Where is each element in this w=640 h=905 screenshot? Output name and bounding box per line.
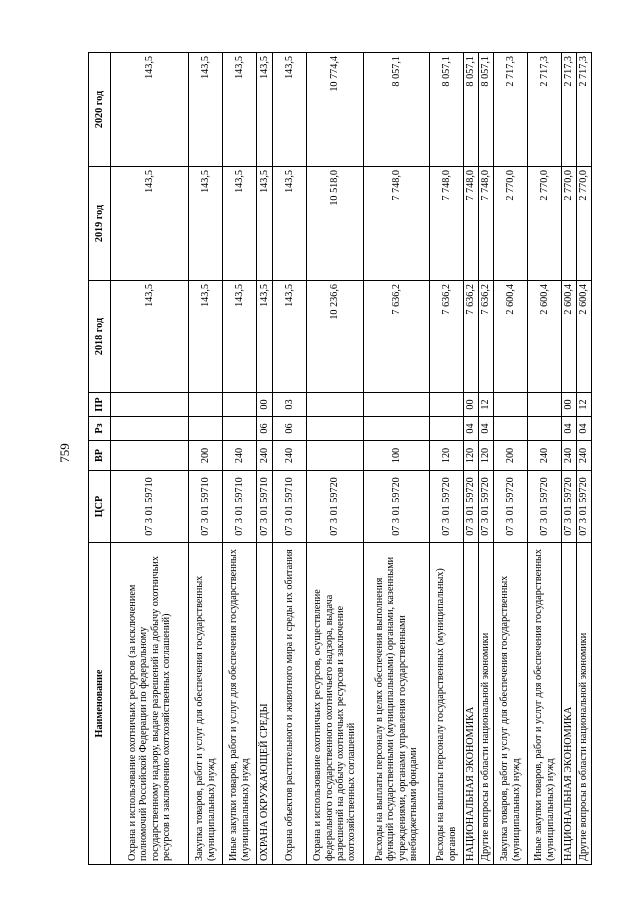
- cell-2018: 2 600,4: [562, 281, 577, 393]
- cell-vr: 240: [223, 441, 257, 471]
- cell-pr: [111, 393, 189, 417]
- cell-2018: 143,5: [111, 281, 189, 393]
- rotated-table-stage: [88, 53, 590, 865]
- cell-pr: 00: [562, 393, 577, 417]
- cell-2020: 143,5: [257, 53, 273, 167]
- table-row: [562, 53, 577, 865]
- header-2019: 2019 год: [89, 167, 111, 281]
- cell-vr: 120: [464, 441, 479, 471]
- cell-pr: [430, 393, 464, 417]
- cell-2020: 2 717,3: [577, 53, 592, 167]
- cell-csr: 07 3 01 59710: [273, 471, 307, 543]
- cell-rz: [111, 417, 189, 441]
- table-row: [479, 53, 494, 865]
- table-row: [430, 53, 464, 865]
- cell-rz: [494, 417, 528, 441]
- table-row: [223, 53, 257, 865]
- cell-2020: 2 717,3: [528, 53, 562, 167]
- table-row: [273, 53, 307, 865]
- cell-2020: 2 717,3: [562, 53, 577, 167]
- budget-table: [88, 52, 592, 865]
- table-row: [257, 53, 273, 865]
- cell-pr: [364, 393, 430, 417]
- cell-2018: 7 636,2: [430, 281, 464, 393]
- cell-name: Охрана и использование охотничьих ресурсов, осуществление федерального государственного охотничьего надзора, выдача разрешений на добычу охотничьих ресурсов и заключение охотхозяйственных соглашений: [307, 543, 364, 865]
- cell-2019: 7 748,0: [430, 167, 464, 281]
- cell-2020: 8 057,1: [364, 53, 430, 167]
- cell-pr: [189, 393, 223, 417]
- cell-2018: 2 600,4: [528, 281, 562, 393]
- cell-vr: 200: [494, 441, 528, 471]
- table-row: [111, 53, 189, 865]
- cell-vr: 200: [189, 441, 223, 471]
- cell-pr: 12: [577, 393, 592, 417]
- cell-name: Охрана объектов растительного и животного мира и среды их обитания: [273, 543, 307, 865]
- cell-name: Другие вопросы в области национальной экономики: [479, 543, 494, 865]
- cell-vr: 240: [562, 441, 577, 471]
- cell-2018: 2 600,4: [577, 281, 592, 393]
- cell-2020: 8 057,1: [479, 53, 494, 167]
- cell-vr: 240: [577, 441, 592, 471]
- cell-csr: 07 3 01 59710: [223, 471, 257, 543]
- header-csr: ЦСР: [89, 471, 111, 543]
- table-header-row: [89, 53, 111, 865]
- cell-name: НАЦИОНАЛЬНАЯ ЭКОНОМИКА: [562, 543, 577, 865]
- cell-2018: 7 636,2: [464, 281, 479, 393]
- cell-2020: 143,5: [273, 53, 307, 167]
- cell-2019: 7 748,0: [464, 167, 479, 281]
- cell-pr: [494, 393, 528, 417]
- cell-2018: 10 236,6: [307, 281, 364, 393]
- cell-2018: 7 636,2: [479, 281, 494, 393]
- cell-2018: 143,5: [223, 281, 257, 393]
- cell-csr: 07 3 01 59720: [307, 471, 364, 543]
- cell-csr: 07 3 01 59720: [528, 471, 562, 543]
- cell-2019: 143,5: [111, 167, 189, 281]
- cell-csr: 07 3 01 59720: [430, 471, 464, 543]
- page-number: 759: [57, 442, 72, 463]
- cell-name: НАЦИОНАЛЬНАЯ ЭКОНОМИКА: [464, 543, 479, 865]
- cell-csr: 07 3 01 59720: [464, 471, 479, 543]
- cell-2020: 10 774,4: [307, 53, 364, 167]
- cell-csr: 07 3 01 59720: [577, 471, 592, 543]
- header-vr: ВР: [89, 441, 111, 471]
- cell-2018: 143,5: [257, 281, 273, 393]
- table-row: [189, 53, 223, 865]
- document-page: [88, 53, 590, 865]
- cell-vr: [111, 441, 189, 471]
- cell-name: Расходы на выплаты персоналу в целях обеспечения выполнения функций государственными (муниципальными) органами, казенными учреждениями, органами управления государственными внебюджетными фондами: [364, 543, 430, 865]
- cell-2020: 143,5: [189, 53, 223, 167]
- cell-2020: 143,5: [111, 53, 189, 167]
- cell-vr: 240: [528, 441, 562, 471]
- table-row: [528, 53, 562, 865]
- cell-pr: 00: [464, 393, 479, 417]
- cell-rz: [223, 417, 257, 441]
- cell-rz: [430, 417, 464, 441]
- cell-name: Другие вопросы в области национальной экономики: [577, 543, 592, 865]
- cell-name: Расходы на выплаты персоналу государственных (муниципальных) органов: [430, 543, 464, 865]
- cell-2019: 2 770,0: [577, 167, 592, 281]
- page-number-area: [50, 0, 80, 905]
- cell-vr: 240: [257, 441, 273, 471]
- cell-csr: 07 3 01 59710: [257, 471, 273, 543]
- cell-2019: 10 518,0: [307, 167, 364, 281]
- cell-pr: 03: [273, 393, 307, 417]
- cell-pr: 00: [257, 393, 273, 417]
- cell-csr: 07 3 01 59710: [111, 471, 189, 543]
- cell-2020: 2 717,3: [494, 53, 528, 167]
- cell-rz: [528, 417, 562, 441]
- cell-name: Закупка товаров, работ и услуг для обеспечения государственных (муниципальных) нужд: [189, 543, 223, 865]
- table-row: [577, 53, 592, 865]
- cell-pr: [223, 393, 257, 417]
- header-2020: 2020 год: [89, 53, 111, 167]
- cell-csr: 07 3 01 59720: [562, 471, 577, 543]
- cell-2019: 2 770,0: [562, 167, 577, 281]
- header-2018: 2018 год: [89, 281, 111, 393]
- cell-name: Иные закупки товаров, работ и услуг для обеспечения государственных (муниципальных) нужд: [223, 543, 257, 865]
- cell-2019: 143,5: [273, 167, 307, 281]
- cell-rz: 04: [464, 417, 479, 441]
- cell-name: Иные закупки товаров, работ и услуг для обеспечения государственных (муниципальных) нужд: [528, 543, 562, 865]
- header-pr: ПР: [89, 393, 111, 417]
- cell-2019: 2 770,0: [494, 167, 528, 281]
- cell-pr: [528, 393, 562, 417]
- cell-rz: 04: [562, 417, 577, 441]
- cell-2019: 143,5: [223, 167, 257, 281]
- cell-rz: 06: [273, 417, 307, 441]
- cell-name: Охрана и использование охотничьих ресурсов (за исключением полномочий Российской Федерации по федеральному государственному надзору, выдаче разрешений на добычу охотничьих ресурсов и заключению охотхозяйственных соглашений): [111, 543, 189, 865]
- cell-csr: 07 3 01 59720: [494, 471, 528, 543]
- cell-2020: 143,5: [223, 53, 257, 167]
- cell-csr: 07 3 01 59720: [479, 471, 494, 543]
- header-name: Наименование: [89, 543, 111, 865]
- cell-rz: 04: [577, 417, 592, 441]
- cell-vr: 240: [273, 441, 307, 471]
- cell-pr: [307, 393, 364, 417]
- cell-2019: 2 770,0: [528, 167, 562, 281]
- table-row: [464, 53, 479, 865]
- cell-name: ОХРАНА ОКРУЖАЮЩЕЙ СРЕДЫ: [257, 543, 273, 865]
- cell-vr: 120: [430, 441, 464, 471]
- table-row: [307, 53, 364, 865]
- cell-2018: 2 600,4: [494, 281, 528, 393]
- cell-rz: [364, 417, 430, 441]
- cell-vr: 100: [364, 441, 430, 471]
- cell-pr: 12: [479, 393, 494, 417]
- cell-2019: 7 748,0: [364, 167, 430, 281]
- cell-2019: 143,5: [189, 167, 223, 281]
- table-row: [364, 53, 430, 865]
- header-rz: Рз: [89, 417, 111, 441]
- cell-2020: 8 057,1: [464, 53, 479, 167]
- cell-rz: [189, 417, 223, 441]
- cell-csr: 07 3 01 59720: [364, 471, 430, 543]
- table-row: [494, 53, 528, 865]
- cell-rz: [307, 417, 364, 441]
- cell-csr: 07 3 01 59710: [189, 471, 223, 543]
- cell-vr: 120: [479, 441, 494, 471]
- cell-2019: 7 748,0: [479, 167, 494, 281]
- cell-vr: [307, 441, 364, 471]
- cell-2020: 8 057,1: [430, 53, 464, 167]
- cell-rz: 04: [479, 417, 494, 441]
- cell-2018: 143,5: [189, 281, 223, 393]
- cell-2018: 143,5: [273, 281, 307, 393]
- cell-2019: 143,5: [257, 167, 273, 281]
- cell-2018: 7 636,2: [364, 281, 430, 393]
- cell-rz: 06: [257, 417, 273, 441]
- cell-name: Закупка товаров, работ и услуг для обеспечения государственных (муниципальных) нужд: [494, 543, 528, 865]
